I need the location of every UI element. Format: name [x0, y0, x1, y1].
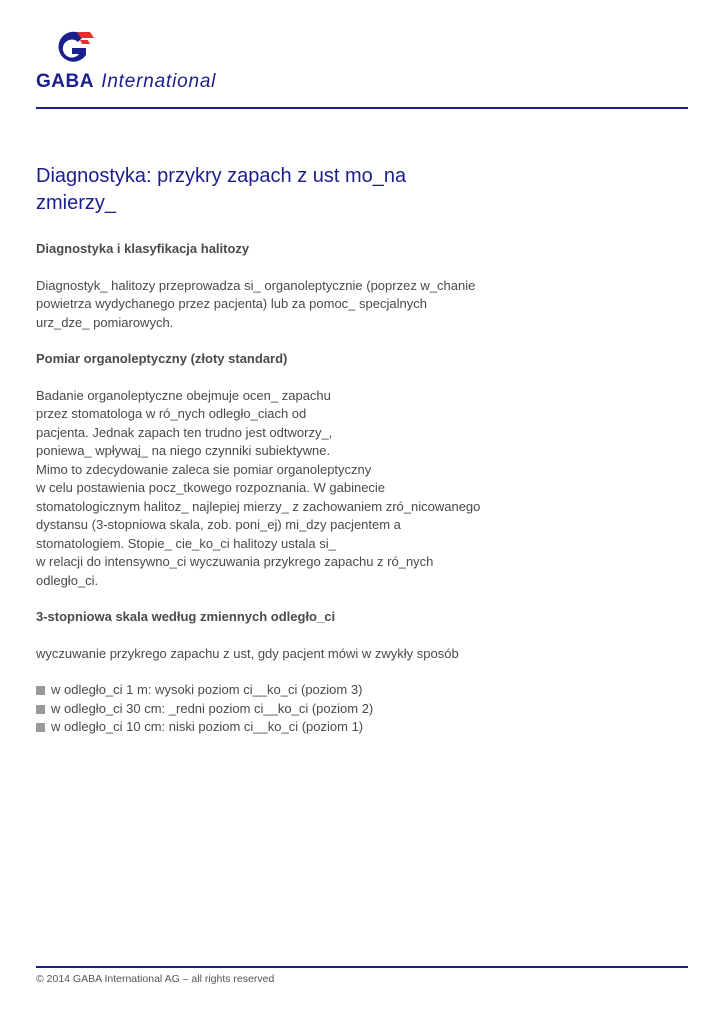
list-item-text: w odległo_ci 10 cm: niski poziom ci__ko_ci (poziom 1) [51, 719, 364, 734]
section-heading: Diagnostyka i klasyfikacja halitozy [36, 241, 250, 256]
header-divider [36, 107, 688, 109]
section-heading: 3-stopniowa skala według zmiennych odległo_ci [36, 609, 336, 624]
list-item-text: w odległo_ci 1 m: wysoki poziom ci__ko_ci (poziom 3) [51, 682, 363, 697]
company-logo [36, 28, 256, 98]
section-heading: Pomiar organoleptyczny (złoty standard) [36, 351, 288, 366]
logo-wordmark [36, 70, 216, 94]
section-paragraph: wyczuwanie przykrego zapachu z ust, gdy pacjent mówi w zwykły sposób [36, 645, 459, 661]
square-bullet-icon [36, 686, 45, 695]
list-item [36, 700, 516, 719]
footer-divider [36, 966, 688, 968]
copyright-footer: © 2014 GABA International AG – all rights reserved [36, 973, 275, 985]
list-item [36, 681, 516, 700]
logo-sub: International [101, 71, 217, 92]
document-body [36, 240, 516, 737]
logo-brand: GABA [36, 71, 94, 92]
section-paragraph: Diagnostyk_ halitozy przeprowadza si_ organoleptycznie (poprzez w_chanie powietrza wydychanego przez pacjenta) lub za pomoc_ specjalnych urz_dze_ pomiarowych. [36, 277, 476, 330]
list-item [36, 718, 516, 737]
section-paragraph: Badanie organoleptyczne obejmuje ocen_ zapachu przez stomatologa w ró_nych odległo_ciach od pacjenta. Jednak zapach ten trudno jest odtworzy_, poniewa_ wpływaj_ na niego czynniki subiektywne. Mimo to zdecydowanie zaleca sie pomiar organoleptyczny w celu postawienia pocz_tkowego rozpoznania. W gabinecie stomatologicznym halitoz_ najlepiej mierzy_ z zachowaniem zró_nicowanego dystansu (3-stopniowa skala, zob. poni_ej) mi_dzy pacjentem a stomatologiem. Stopie_ cie_ko_ci halitozy ustala si_ w relacji do intensywno_ci wyczuwania przykrego zapachu z ró_nych odległo_ci. [36, 387, 481, 588]
page-title: Diagnostyka: przykry zapach z ust mo_na zmierzy_ [36, 165, 407, 214]
square-bullet-icon [36, 705, 45, 714]
square-bullet-icon [36, 723, 45, 732]
gaba-g-logo-icon [50, 28, 94, 70]
distance-scale-list [36, 681, 516, 737]
list-item-text: w odległo_ci 30 cm: _redni poziom ci__ko_ci (poziom 2) [51, 700, 374, 716]
